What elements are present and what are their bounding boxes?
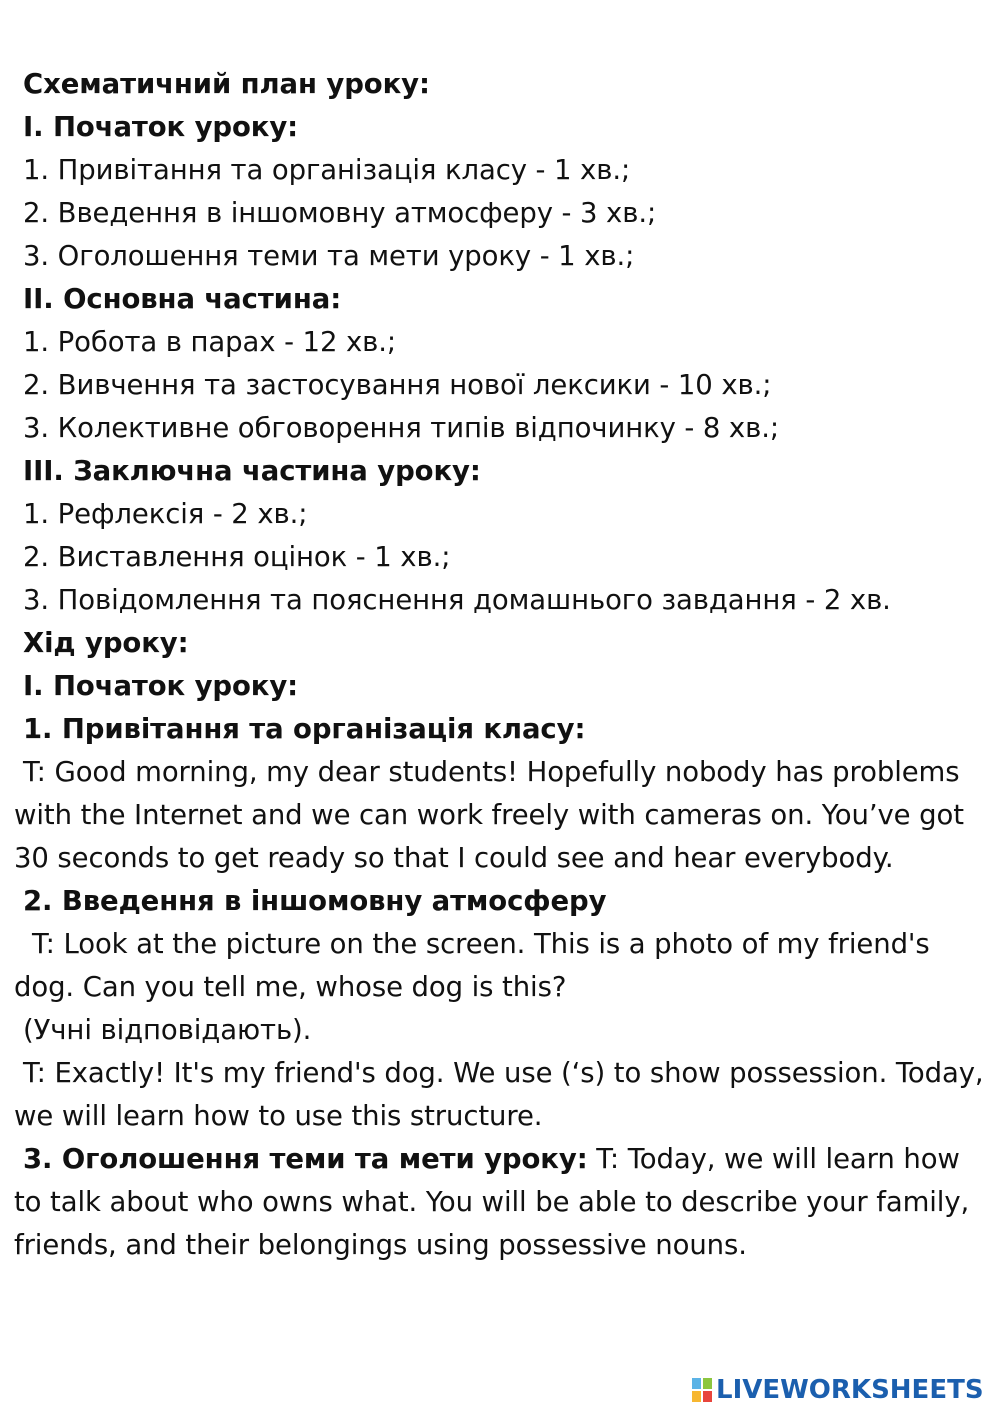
procedure-step2-heading: 2. Введення в іншомовну атмосферу [23, 885, 607, 917]
procedure-step1-text [14, 751, 986, 880]
procedure-step3 [14, 1138, 986, 1267]
step1-text: T: Good morning, my dear students! Hopefully nobody has problems with the Internet and we can work freely with cameras on. You’ve got 30 seconds to get ready so that I could see and hear everybody. [14, 756, 973, 874]
procedure-step2-text3 [14, 1052, 993, 1138]
worksheet-document [14, 63, 993, 1267]
procedure-step2-text2: (Учні відповідають). [23, 1014, 312, 1046]
liveworksheets-logo [692, 1372, 984, 1408]
outline-section-1-item-2: 2. Введення в іншомовну атмосферу - 3 хв.; [23, 197, 657, 229]
procedure-step2-text1 [14, 923, 986, 1009]
step2-text1: T: Look at the picture on the screen. This is a photo of my friend's dog. Can you tell me, whose dog is this? [14, 928, 939, 1003]
outline-section-2-heading: II. Основна частина: [23, 283, 342, 315]
outline-section-1-item-3: 3. Оголошення теми та мети уроку - 1 хв.; [23, 240, 635, 272]
procedure-step3-heading: 3. Оголошення теми та мети уроку: [23, 1143, 588, 1175]
outline-section-2-item-1: 1. Робота в парах - 12 хв.; [23, 326, 397, 358]
procedure-part1-heading: I. Початок уроку: [23, 670, 299, 702]
outline-section-3-item-1: 1. Рефлексія - 2 хв.; [23, 498, 308, 530]
outline-section-3-item-2: 2. Виставлення оцінок - 1 хв.; [23, 541, 451, 573]
outline-title: Схематичний план уроку: [23, 68, 430, 100]
outline-section-2-item-2: 2. Вивчення та застосування нової лексики - 10 хв.; [23, 369, 772, 401]
procedure-step3-text: T: Today, we will learn how to talk about who owns what. You will be able to describe your family, friends, and their belongings using possessive nouns. [14, 1143, 978, 1261]
outline-section-1-item-1: 1. Привітання та організація класу - 1 хв.; [23, 154, 631, 186]
liveworksheets-logo-text: LIVEWORKSHEETS [716, 1375, 984, 1405]
step2-text3: T: Exactly! It's my friend's dog. We use (‘s) to show possession. Today, we will learn how to use this structure. [14, 1057, 993, 1132]
procedure-title: Хід уроку: [23, 627, 189, 659]
outline-section-2-item-3: 3. Колективне обговорення типів відпочинку - 8 хв.; [23, 412, 780, 444]
outline-section-1-heading: I. Початок уроку: [23, 111, 299, 143]
procedure-step1-heading: 1. Привітання та організація класу: [23, 713, 586, 745]
outline-section-3-item-3: 3. Повідомлення та пояснення домашнього завдання - 2 хв. [23, 584, 891, 616]
outline-section-3-heading: III. Заключна частина уроку: [23, 455, 481, 487]
liveworksheets-logo-icon [692, 1378, 712, 1402]
